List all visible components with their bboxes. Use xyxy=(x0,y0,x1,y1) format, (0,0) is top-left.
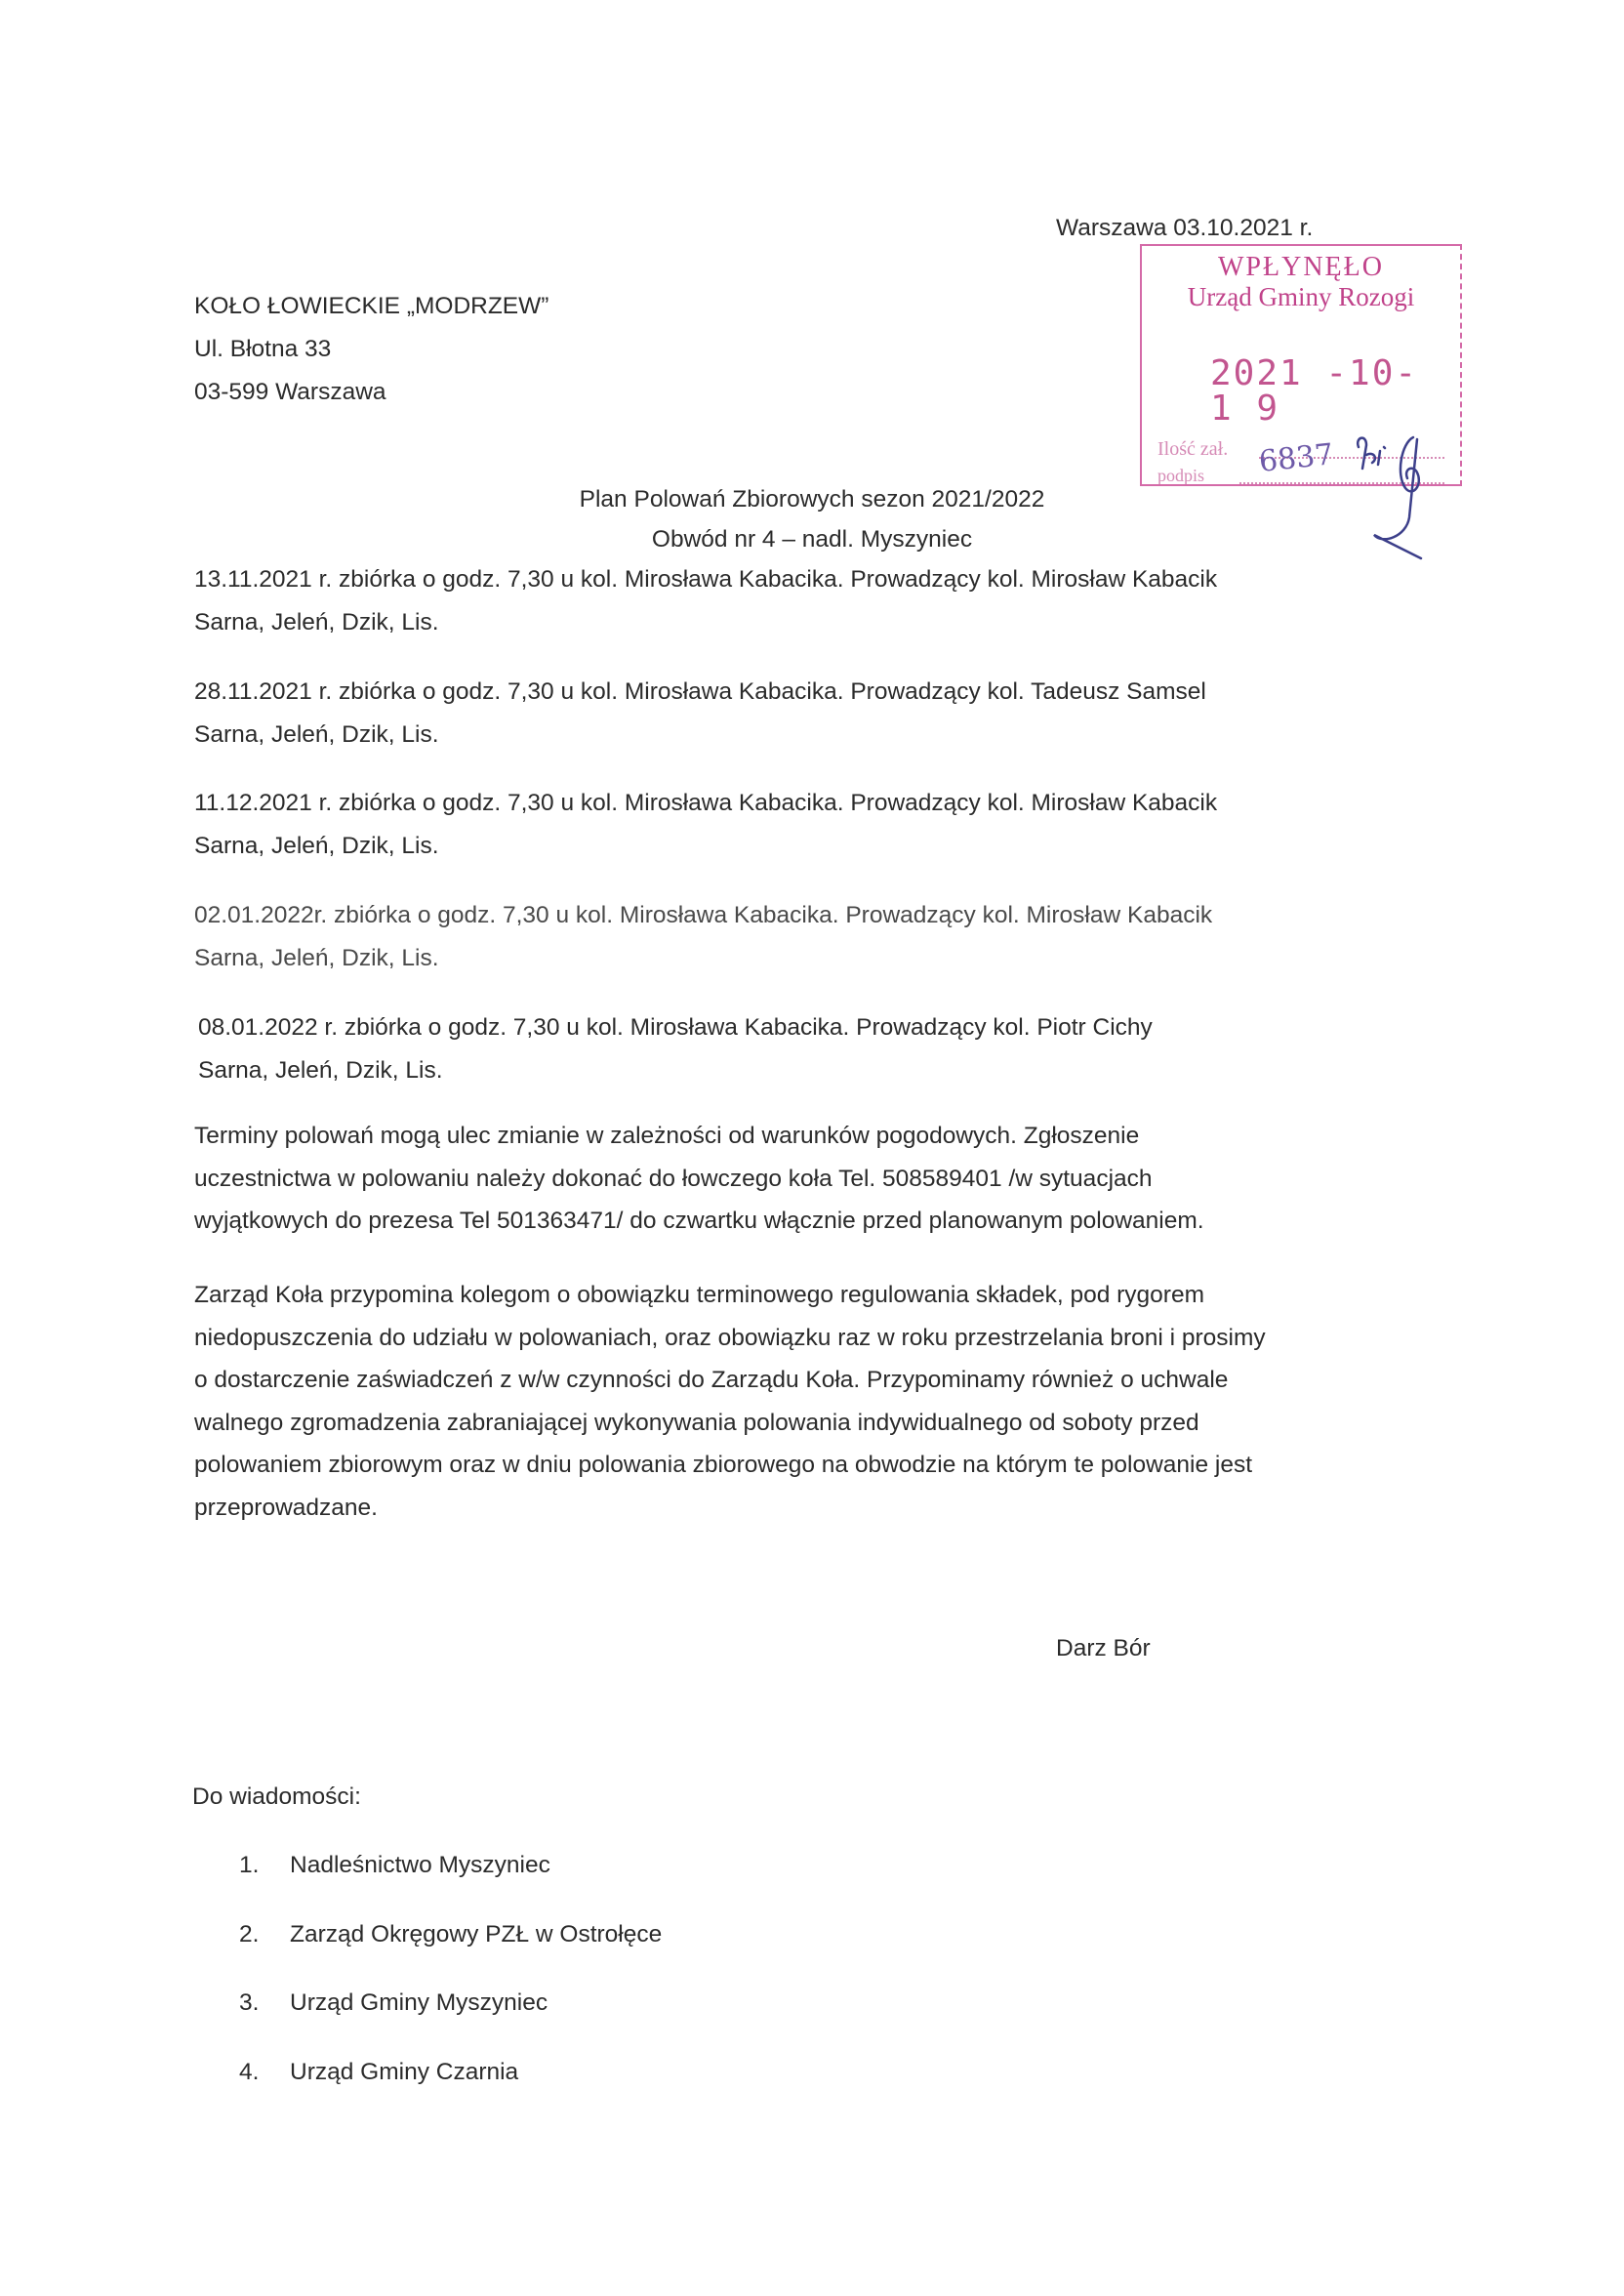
farewell: Darz Bór xyxy=(1056,1635,1151,1661)
recipient-item xyxy=(239,1991,548,2016)
recipient-item xyxy=(239,1923,662,1948)
recipient-name: Nadleśnictwo Myszyniec xyxy=(290,1852,550,1878)
reminder-line: przeprowadzane. xyxy=(194,1494,378,1521)
stamp-signature-label: podpis xyxy=(1157,466,1205,485)
reminder-line: o dostarczenie zaświadczeń z w/w czynności do Zarządu Koła. Przypominamy również o uchwale xyxy=(194,1367,1229,1393)
hunt-game: Sarna, Jeleń, Dzik, Lis. xyxy=(194,944,439,971)
hunt-entry xyxy=(194,904,1212,970)
notice-paragraph xyxy=(194,1115,1453,1243)
stamp-attachments-label: Ilość zał. xyxy=(1157,438,1229,460)
notice-line: uczestnictwa w polowaniu należy dokonać do łowczego koła Tel. 508589401 /w sytuacjach xyxy=(194,1165,1153,1192)
place-date: Warszawa 03.10.2021 r. xyxy=(1056,215,1314,241)
stamp-office: Urząd Gminy Rozogi xyxy=(1187,282,1415,311)
hunt-entry xyxy=(194,568,1217,635)
notice-line: Terminy polowań mogą ulec zmianie w zależności od warunków pogodowych. Zgłoszenie xyxy=(194,1123,1140,1149)
hunt-entry xyxy=(194,792,1217,858)
notice-line: wyjątkowych do prezesa Tel 501363471/ do czwartku włącznie przed planowanym polowaniem. xyxy=(194,1208,1204,1234)
registration-number: 6837 xyxy=(1257,437,1335,479)
sender-city: 03-599 Warszawa xyxy=(194,379,386,405)
hunt-details: 08.01.2022 r. zbiórka o godz. 7,30 u kol. Mirosława Kabacika. Prowadzący kol. Piotr Cichy xyxy=(198,1014,1153,1041)
stamp-top-border xyxy=(1142,244,1460,246)
hunt-game: Sarna, Jeleń, Dzik, Lis. xyxy=(194,832,439,859)
recipient-name: Zarząd Okręgowy PZŁ w Ostrołęce xyxy=(290,1921,663,1948)
sender-name: KOŁO ŁOWIECKIE „MODRZEW” xyxy=(194,293,549,319)
title-line-2: Obwód nr 4 – nadl. Myszyniec xyxy=(651,526,973,553)
recipient-number: 1. xyxy=(239,1852,260,1878)
hunt-details: 28.11.2021 r. zbiórka o godz. 7,30 u kol. Mirosława Kabacika. Prowadzący kol. Tadeusz Samsel xyxy=(194,678,1206,705)
document-title xyxy=(0,488,1624,512)
reminder-line: niedopuszczenia do udziału w polowaniach, oraz obowiązku raz w roku przestrzelania broni i prosimy xyxy=(194,1324,1266,1351)
reminder-paragraph xyxy=(194,1274,1453,1529)
hunt-entry xyxy=(194,680,1206,747)
title-line-1: Plan Polowań Zbiorowych sezon 2021/2022 xyxy=(579,486,1045,512)
recipient-name: Urząd Gminy Myszyniec xyxy=(290,1989,548,2016)
stamp-date: 2021 -10- 1 9 xyxy=(1210,353,1419,429)
recipient-item xyxy=(239,2061,518,2085)
sender-street: Ul. Błotna 33 xyxy=(194,336,332,362)
hunt-game: Sarna, Jeleń, Dzik, Lis. xyxy=(194,608,439,636)
recipient-number: 4. xyxy=(239,2059,260,2085)
hunt-details: 13.11.2021 r. zbiórka o godz. 7,30 u kol. Mirosława Kabacika. Prowadzący kol. Mirosław Kabacik xyxy=(194,566,1218,593)
document-subtitle xyxy=(0,528,1624,553)
recipient-number: 3. xyxy=(239,1989,260,2016)
hunt-details: 11.12.2021 r. zbiórka o godz. 7,30 u kol. Mirosława Kabacika. Prowadzący kol. Mirosław Kabacik xyxy=(194,790,1218,816)
hunt-details: 02.01.2022r. zbiórka o godz. 7,30 u kol. Mirosława Kabacika. Prowadzący kol. Mirosław Kabacik xyxy=(194,902,1213,928)
recipient-number: 2. xyxy=(239,1921,260,1948)
reminder-line: Zarząd Koła przypomina kolegom o obowiązku terminowego regulowania składek, pod rygorem xyxy=(194,1282,1204,1308)
distribution-label: Do wiadomości: xyxy=(192,1784,361,1810)
recipient-name: Urząd Gminy Czarnia xyxy=(290,2059,519,2085)
stamp-heading: WPŁYNĘŁO xyxy=(1218,252,1384,282)
recipient-item xyxy=(239,1854,550,1878)
hunt-game: Sarna, Jeleń, Dzik, Lis. xyxy=(194,720,439,748)
reminder-line: polowaniem zbiorowym oraz w dniu polowania zbiorowego na obwodzie na którym te polowanie jest xyxy=(194,1452,1253,1478)
hunt-game: Sarna, Jeleń, Dzik, Lis. xyxy=(198,1056,443,1084)
reminder-line: walnego zgromadzenia zabraniającej wykonywania polowania indywidualnego od soboty przed xyxy=(194,1409,1199,1436)
hunt-entry xyxy=(198,1016,1153,1083)
